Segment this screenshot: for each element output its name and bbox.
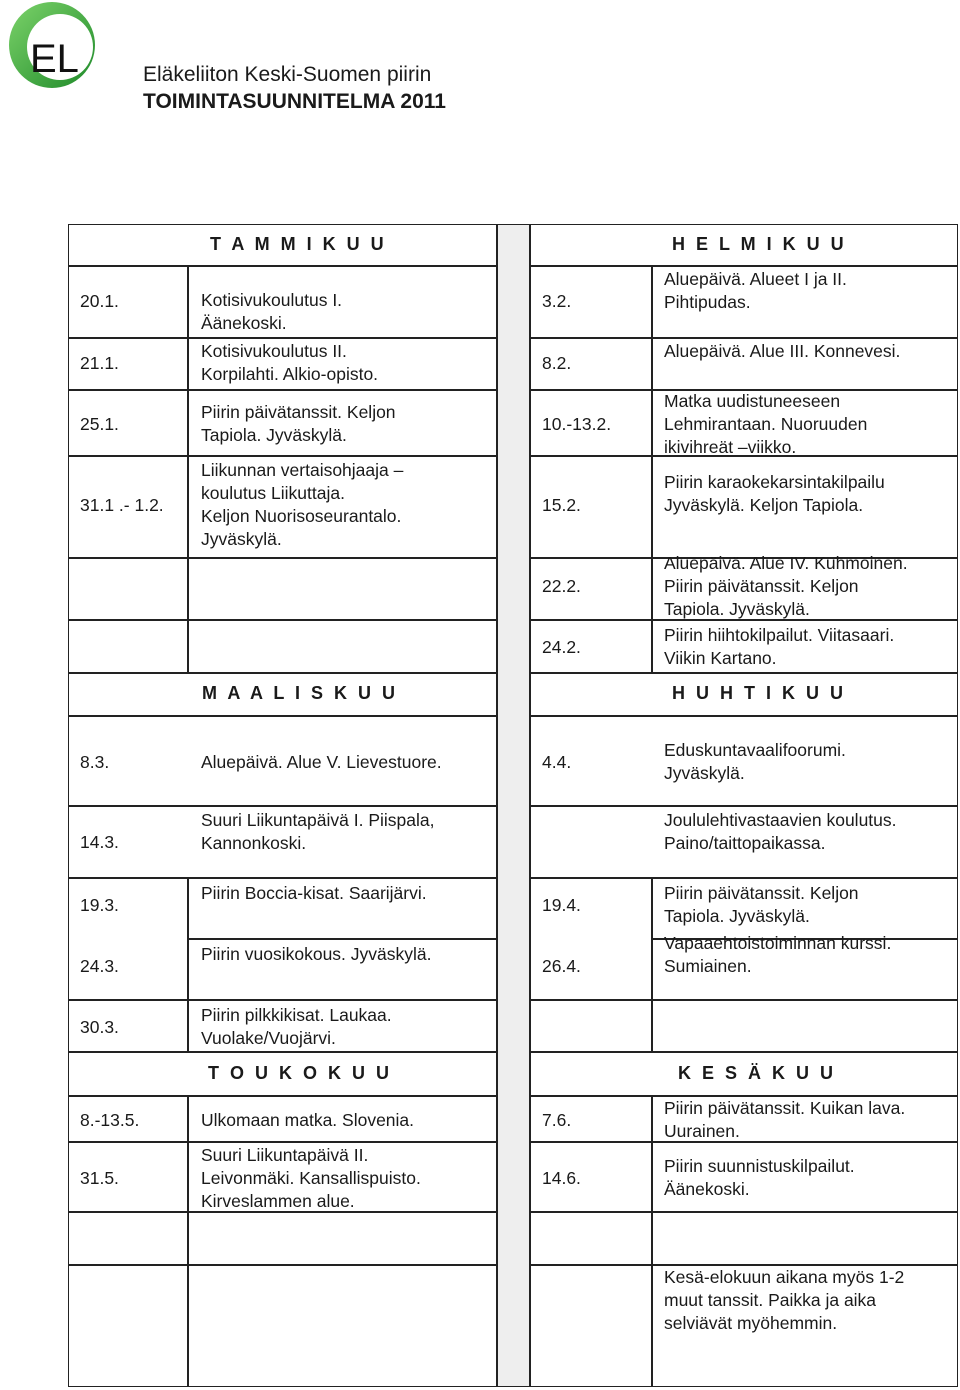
month-header-tammikuu: T A M M I K U U [210,234,387,254]
event-text: ikivihreät –viikko. [664,437,797,457]
event-text: Piirin päivätanssit. Keljon [664,883,859,903]
event-date: 26.4. [542,956,581,976]
event-date: 8.-13.5. [80,1110,140,1130]
event-text: Pihtipudas. [664,292,751,312]
event-text: Vapaaehtoistoiminnan kurssi. [664,933,892,953]
event-date: 30.3. [80,1017,119,1037]
event-cell [652,1212,958,1265]
event-text: Aluepäivä. Alue V. Lievestuore. [201,752,442,772]
event-date: 19.4. [542,895,581,915]
event-cell [188,620,497,673]
event-text: Aluepäivä. Alue III. Konnevesi. [664,341,901,361]
date-cell [68,1212,188,1265]
event-date: 10.-13.2. [542,414,612,434]
event-text: Tapiola. Jyväskylä. [201,425,347,445]
event-date: 22.2. [542,576,581,596]
event-text: Piirin vuosikokous. Jyväskylä. [201,944,432,964]
event-cell [188,558,497,620]
event-cell [188,1265,497,1387]
event-text: Suuri Liikuntapäivä I. Piispala, [201,810,435,830]
event-date: 21.1. [80,353,119,373]
event-text: Kesä-elokuun aikana myös 1-2 [664,1267,905,1287]
event-text: Vuolake/Vuojärvi. [201,1028,336,1048]
event-cell [652,1000,958,1052]
event-date: 8.3. [80,752,110,772]
event-text: koulutus Liikuttaja. [201,483,345,503]
event-text: Korpilahti. Alkio-opisto. [201,364,379,384]
event-text: Leivonmäki. Kansallispuisto. [201,1168,421,1188]
month-header-maaliskuu: M A A L I S K U U [202,683,399,703]
event-text: Lehmirantaan. Nuoruuden [664,414,868,434]
event-date: 8.2. [542,353,572,373]
logo-text: EL [30,37,79,81]
event-date: 24.3. [80,956,119,976]
event-text: Kannonkoski. [201,833,307,853]
event-text: Tapiola. Jyväskylä. [664,599,810,619]
event-date: 15.2. [542,495,581,515]
date-cell [68,620,188,673]
event-text: Uurainen. [664,1121,740,1141]
event-date: 4.4. [542,752,572,772]
event-date: 14.6. [542,1168,581,1188]
event-date: 25.1. [80,414,119,434]
event-text: Piirin hiihtokilpailut. Viitasaari. [664,625,895,645]
event-text: Aluepäivä. Alue IV. Kuhmoinen. [664,553,908,573]
event-text: Eduskuntavaalifoorumi. [664,740,846,760]
event-text: Viikin Kartano. [664,648,777,668]
event-text: Jyväskylä. [201,529,282,549]
event-text: Matka uudistuneeseen [664,391,841,411]
event-date: 14.3. [80,832,119,852]
event-text: Jyväskylä. Keljon Tapiola. [664,495,864,515]
event-text: Piirin päivätanssit. Keljon [664,576,859,596]
date-cell [68,558,188,620]
event-text: Kotisivukoulutus II. [201,341,347,361]
event-date: 24.2. [542,637,581,657]
gap-column [497,224,530,1387]
event-text: Kirveslammen alue. [201,1191,355,1211]
event-date: 20.1. [80,291,119,311]
event-text: Piirin Boccia-kisat. Saarijärvi. [201,883,427,903]
event-text: Piirin päivätanssit. Keljon [201,402,396,422]
event-text: Suuri Liikuntapäivä II. [201,1145,369,1165]
date-cell [530,1265,652,1387]
event-text: Tapiola. Jyväskylä. [664,906,810,926]
month-header-kesakuu: K E S Ä K U U [678,1063,837,1083]
event-date: 3.2. [542,291,572,311]
date-cell [530,1212,652,1265]
event-text: selviävät myöhemmin. [664,1313,838,1333]
event-text: Jyväskylä. [664,763,745,783]
event-text: Äänekoski. [664,1179,750,1199]
event-text: Paino/taittopaikassa. [664,833,826,853]
event-text: Ulkomaan matka. Slovenia. [201,1110,415,1130]
date-cell [530,1000,652,1052]
month-header-toukokuu: T O U K O K U U [208,1063,392,1083]
event-text: Piirin karaokekarsintakilpailu [664,472,885,492]
event-text: Piirin pilkkikisat. Laukaa. [201,1005,392,1025]
event-text: Äänekoski. [201,313,287,333]
date-cell [68,1265,188,1387]
event-cell [188,1212,497,1265]
event-text: Aluepäivä. Alueet I ja II. [664,269,847,289]
event-text: Keljon Nuorisoseurantalo. [201,506,402,526]
event-text: Piirin päivätanssit. Kuikan lava. [664,1098,906,1118]
event-text: Sumiainen. [664,956,752,976]
event-text: muut tanssit. Paikka ja aika [664,1290,877,1310]
event-date: 19.3. [80,895,119,915]
event-text: Liikunnan vertaisohjaaja – [201,460,404,480]
doc-title: TOIMINTASUUNNITELMA 2011 [143,90,446,113]
event-text: Kotisivukoulutus I. [201,290,343,310]
event-text: Piirin suunnistuskilpailut. [664,1156,855,1176]
org-name: Eläkeliiton Keski-Suomen piirin [143,63,432,86]
event-date: 7.6. [542,1110,572,1130]
event-date: 31.1 .- 1.2. [80,495,164,515]
event-date: 31.5. [80,1168,119,1188]
month-header-helmikuu: H E L M I K U U [672,234,847,254]
month-header-huhtikuu: H U H T I K U U [672,683,846,703]
event-text: Joululehtivastaavien koulutus. [664,810,897,830]
